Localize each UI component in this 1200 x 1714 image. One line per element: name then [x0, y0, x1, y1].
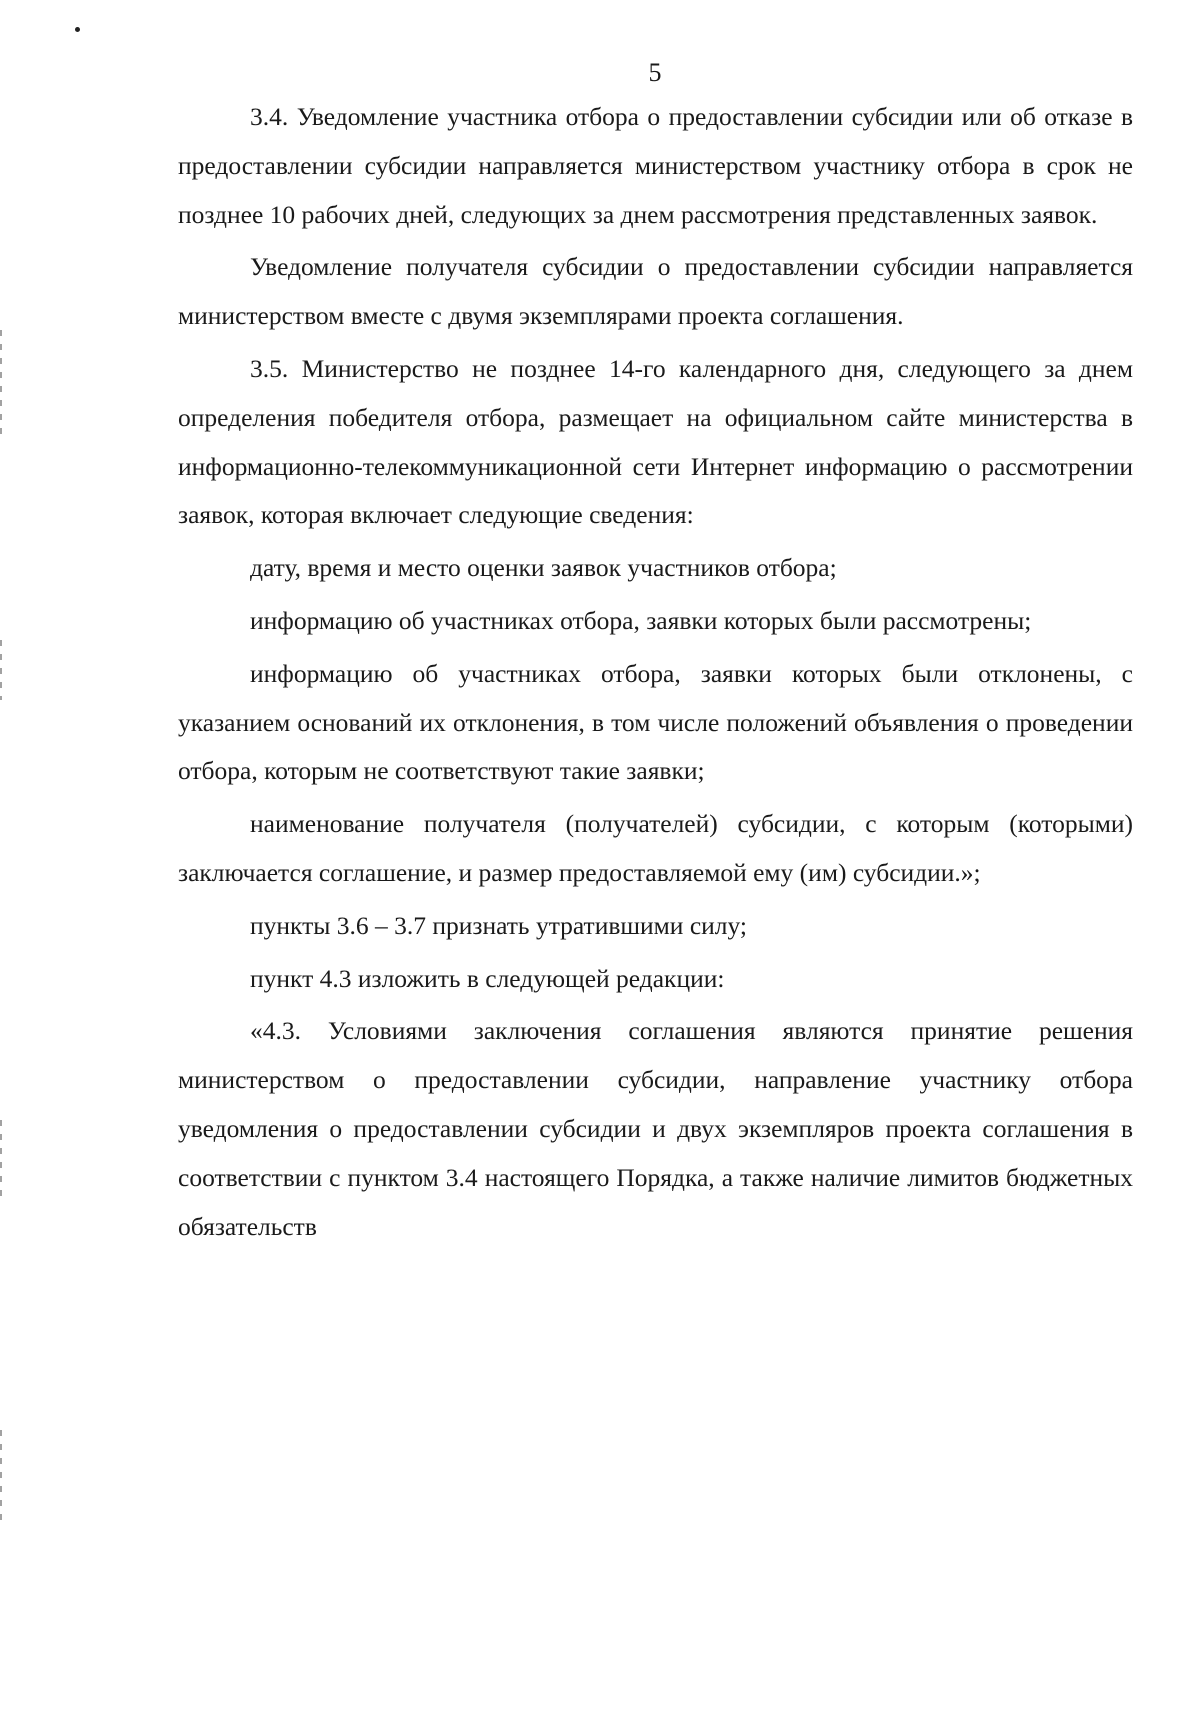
- page-number: 5: [648, 58, 662, 87]
- list-item-date: дату, время и место оценки заявок участников отбора;: [250, 553, 837, 583]
- paragraph-3-5: 3.5. Министерство не позднее 14-го календарного дня, следующего за днем определения победителя отбора, размещает на официальном сайте министерства в информационно-телекоммуникационной сети Интернет информацию о рассмотрении заявок, которая включает следующие сведения:: [178, 353, 1133, 530]
- paragraph-3-4: 3.4. Уведомление участника отбора о предоставлении субсидии или об отказе в предоставлении субсидии направляется министерством участнику отбора в срок не позднее 10 рабочих дней, следующих за днем рассмотрения представленных заявок.: [178, 102, 1133, 229]
- paragraph-void-items: пункты 3.6 – 3.7 признать утратившими силу;: [250, 910, 748, 940]
- body-text: [178, 93, 1133, 1251]
- scan-edge-mark: [0, 330, 2, 440]
- list-item-reviewed: информацию об участниках отбора, заявки которых были рассмотрены;: [250, 605, 1032, 635]
- scan-speck: [75, 27, 80, 32]
- list-item-rejected: информацию об участниках отбора, заявки которых были отклонены, с указанием оснований их отклонения, в том числе положений объявления о проведении отбора, которым не соответствуют такие заявки;: [178, 658, 1133, 786]
- paragraph-notification: Уведомление получателя субсидии о предоставлении субсидии направляется министерством вместе с двумя экземплярами проекта соглашения.: [178, 252, 1133, 331]
- paragraph-4-3: «4.3. Условиями заключения соглашения являются принятие решения министерством о предоставлении субсидии, направление участнику отбора уведомления о предоставлении субсидии и двух экземпляров проекта соглашения в соответствии с пунктом 3.4 настоящего Порядка, а также наличие лимитов бюджетных обязательств: [178, 1016, 1133, 1241]
- scan-edge-mark: [0, 640, 2, 700]
- scan-edge-mark: [0, 1430, 2, 1520]
- list-item-recipient: наименование получателя (получателей) субсидии, с которым (которыми) заключается соглашение, и размер предоставляемой ему (им) субсидии.»;: [178, 809, 1133, 887]
- scan-edge-mark: [0, 1120, 2, 1200]
- paragraph-4-3-intro: пункт 4.3 изложить в следующей редакции:: [250, 963, 725, 993]
